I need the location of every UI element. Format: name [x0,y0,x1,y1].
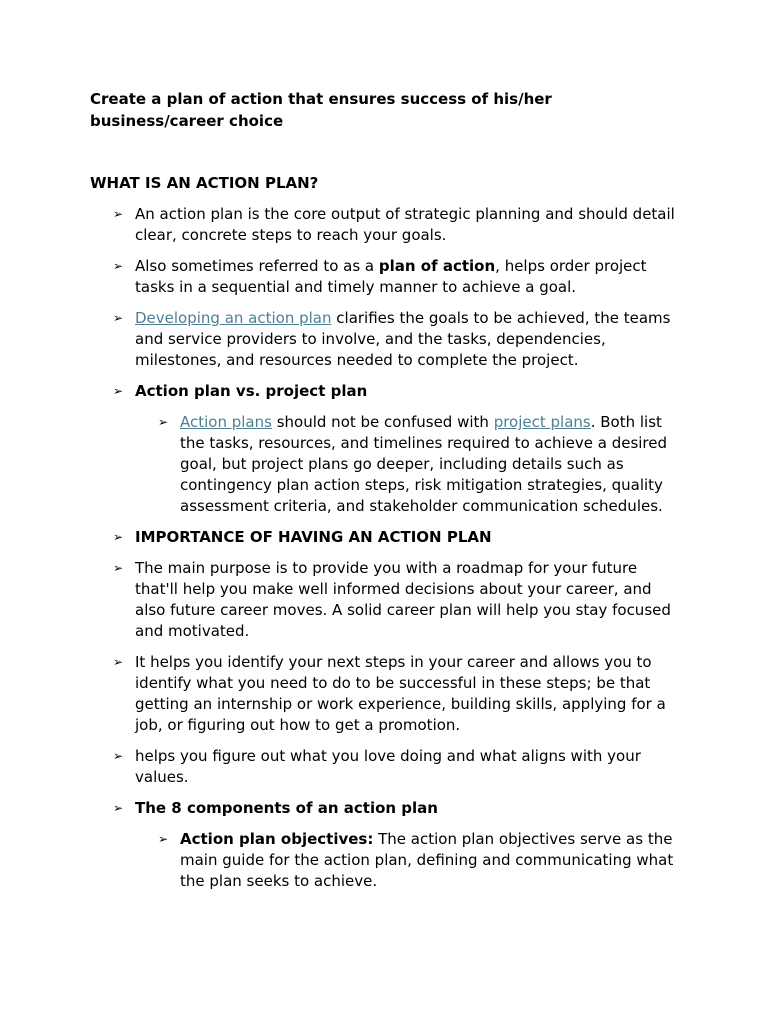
text-segment: should not be confused with [271,413,494,431]
arrow-bullet-icon: ➢ [113,207,124,221]
list-item-text: It helps you identify your next steps in your career and allows you to identify what you need to do to be successful in these steps; be that getting an internship or work experience, building skills, applying for a job, or figuring out how to get a promotion. [135,653,666,734]
list-item-heading: The 8 components of an action plan [135,799,438,817]
arrow-bullet-icon: ➢ [113,259,124,273]
list-item [90,652,680,736]
list-item [90,204,680,246]
project-plans-link[interactable]: project plans [493,413,591,431]
list-item-text [180,412,680,517]
bold-term: plan of action [378,257,496,275]
text-segment: . Both list the tasks, resources, and timelines required to achieve a desired goal, but project plans go deeper, including details such as contingency plan action steps, risk mitigation strategies, quality assessment criteria, and stakeholder communication schedules. [180,413,668,515]
section-heading: WHAT IS AN ACTION PLAN? [90,174,319,192]
arrow-bullet-icon: ➢ [113,749,124,763]
list-item-text: The main purpose is to provide you with a roadmap for your future that'll help you make well informed decisions about your career, and also future career moves. A solid career plan will help you stay focused and motivated. [135,559,671,640]
arrow-bullet-icon: ➢ [113,561,124,575]
list-item-text: An action plan is the core output of strategic planning and should detail clear, concrete steps to reach your goals. [135,205,675,244]
arrow-bullet-icon: ➢ [113,655,124,669]
list-item [90,558,680,642]
text-segment: , helps order project tasks in a sequential and timely manner to achieve a goal. [135,257,647,296]
list-item-text [135,256,680,298]
document-page [90,88,690,892]
arrow-bullet-icon: ➢ [158,832,169,846]
document-title: Create a plan of action that ensures success of his/her business/career choice [90,90,552,130]
list-item-text: helps you figure out what you love doing and what aligns with your values. [135,747,641,786]
arrow-bullet-icon: ➢ [113,530,124,544]
list-item [90,381,680,402]
list-item [90,746,680,788]
list-item-heading: Action plan vs. project plan [135,382,368,400]
text-segment: Also sometimes referred to as a [135,257,379,275]
list-item [90,829,680,892]
arrow-bullet-icon: ➢ [113,384,124,398]
action-plans-link[interactable]: Action plans [180,413,272,431]
list-item [90,308,680,371]
list-item-text [135,308,680,371]
arrow-bullet-icon: ➢ [113,801,124,815]
list-item [90,412,680,517]
arrow-bullet-icon: ➢ [113,311,124,325]
text-segment: The action plan objectives serve as the main guide for the action plan, defining and communicating what the plan seeks to achieve. [180,830,674,890]
bold-term: Action plan objectives: [180,830,374,848]
arrow-bullet-icon: ➢ [158,415,169,429]
list-item [90,527,680,548]
list-item-text [180,829,680,892]
list-item [90,798,680,819]
text-segment: clarifies the goals to be achieved, the teams and service providers to involve, and the tasks, dependencies, milestones, and resources needed to complete the project. [135,309,671,369]
developing-action-plan-link[interactable]: Developing an action plan [135,309,332,327]
list-item-heading: IMPORTANCE OF HAVING AN ACTION PLAN [135,528,492,546]
list-item [90,256,680,298]
